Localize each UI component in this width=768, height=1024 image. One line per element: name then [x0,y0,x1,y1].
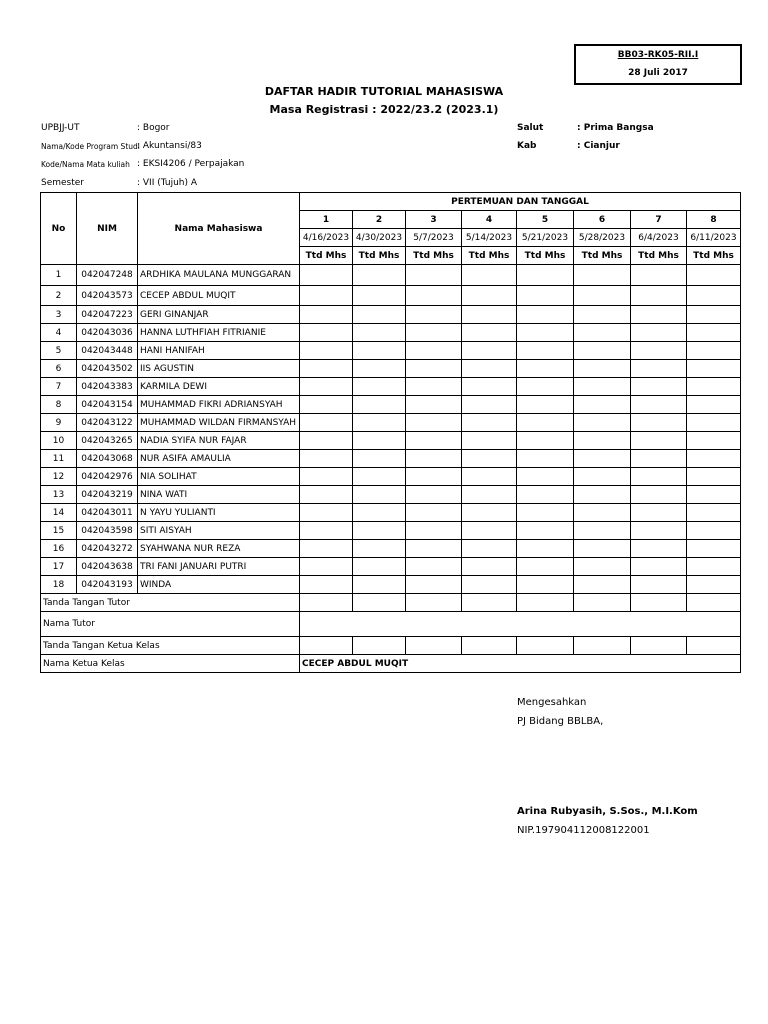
signature-cell[interactable] [517,576,574,594]
signature-cell[interactable] [631,468,687,486]
meetings-header: PERTEMUAN DAN TANGGAL [300,193,741,211]
signature-cell[interactable] [353,342,406,360]
semester-value: : VII (Tujuh) A [137,178,198,188]
student-no: 12 [41,468,77,486]
signature-cell[interactable] [300,558,353,576]
student-nim: 042042976 [77,468,138,486]
student-nim: 042043598 [77,522,138,540]
leader-name-value: CECEP ABDUL MUQIT [300,655,741,673]
signature-cell[interactable] [462,540,517,558]
signature-cell[interactable] [353,468,406,486]
signature-cell[interactable] [631,396,687,414]
signature-cell[interactable] [687,360,741,378]
signature-cell[interactable] [631,558,687,576]
signature-cell[interactable] [353,486,406,504]
signature-cell[interactable] [631,360,687,378]
signature-cell[interactable] [574,324,631,342]
signature-cell[interactable] [574,306,631,324]
student-no: 18 [41,576,77,594]
signature-cell[interactable] [300,450,353,468]
table-row [41,504,741,522]
signature-cell[interactable] [300,360,353,378]
signature-cell[interactable] [574,342,631,360]
signature-cell[interactable] [462,324,517,342]
course-value: : EKSI4206 / Perpajakan [137,159,245,169]
meeting-number: 4 [462,211,517,229]
signature-cell[interactable] [353,265,406,286]
signature-cell[interactable] [462,414,517,432]
upbjj-label: UPBJJ-UT [41,123,80,133]
signature-cell[interactable] [574,286,631,306]
signature-cell[interactable] [406,576,462,594]
program-value: : Akuntansi/83 [137,141,202,151]
leader-sign-row [41,637,741,655]
signature-cell[interactable] [300,486,353,504]
document-code: BB03-RK05-RII.I [617,50,699,60]
signature-cell[interactable] [406,486,462,504]
signature-cell[interactable] [574,265,631,286]
student-nim: 042043573 [77,286,138,306]
signature-cell[interactable] [353,396,406,414]
meeting-number: 7 [631,211,687,229]
signature-cell[interactable] [574,432,631,450]
signature-cell[interactable] [631,450,687,468]
student-name: WINDA [138,576,300,594]
signature-cell[interactable] [574,504,631,522]
student-name: NADIA SYIFA NUR FAJAR [138,432,300,450]
meeting-date: 5/28/2023 [574,229,631,247]
signature-cell[interactable] [353,306,406,324]
student-no: 9 [41,414,77,432]
semester-label: Semester [41,178,85,188]
student-no: 8 [41,396,77,414]
student-nim: 042047223 [77,306,138,324]
table-row [41,486,741,504]
approver-nip: NIP.197904112008122001 [517,825,650,836]
signature-cell[interactable] [631,576,687,594]
signature-cell[interactable] [300,576,353,594]
signature-cell[interactable] [300,265,353,286]
signature-cell[interactable] [687,378,741,396]
student-name: SITI AISYAH [138,522,300,540]
student-nim: 042043011 [77,504,138,522]
signature-cell[interactable] [687,265,741,286]
tutor-name-row [41,612,741,637]
table-row [41,522,741,540]
meeting-number: 8 [687,211,741,229]
signature-cell[interactable] [574,360,631,378]
student-name: IIS AGUSTIN [138,360,300,378]
student-nim: 042043448 [77,342,138,360]
signature-cell[interactable] [687,540,741,558]
signature-cell[interactable] [300,342,353,360]
signature-cell[interactable] [631,637,687,655]
table-row [41,265,741,286]
student-no: 17 [41,558,77,576]
signature-cell[interactable] [517,504,574,522]
table-row [41,576,741,594]
student-nim: 042043383 [77,378,138,396]
signature-cell[interactable] [406,286,462,306]
signature-cell[interactable] [687,342,741,360]
signature-cell[interactable] [687,286,741,306]
signature-cell[interactable] [462,576,517,594]
signature-cell[interactable] [574,594,631,612]
signature-cell[interactable] [300,468,353,486]
signature-cell[interactable] [687,306,741,324]
signature-cell[interactable] [574,540,631,558]
table-row [41,324,741,342]
signature-cell[interactable] [462,265,517,286]
leader-sign-label: Tanda Tangan Ketua Kelas [41,637,300,655]
signature-cell[interactable] [353,540,406,558]
signature-cell[interactable] [300,522,353,540]
signature-cell[interactable] [300,540,353,558]
kab-value: : Cianjur [577,141,620,151]
signature-cell[interactable] [462,637,517,655]
meeting-number: 3 [406,211,462,229]
signature-cell[interactable] [462,558,517,576]
signature-cell[interactable] [687,637,741,655]
student-no: 1 [41,265,77,286]
signature-cell[interactable] [353,414,406,432]
table-row [41,360,741,378]
student-nim: 042043219 [77,486,138,504]
signature-cell[interactable] [517,637,574,655]
student-nim: 042043036 [77,324,138,342]
signature-cell[interactable] [687,558,741,576]
signature-cell[interactable] [353,360,406,378]
sign-label: Ttd Mhs [687,247,741,265]
signature-cell[interactable] [353,558,406,576]
signature-cell[interactable] [631,504,687,522]
approver-name: Arina Rubyasih, S.Sos., M.I.Kom [517,806,698,817]
meeting-date: 5/7/2023 [406,229,462,247]
student-name: N YAYU YULIANTI [138,504,300,522]
signature-cell[interactable] [406,342,462,360]
table-row [41,432,741,450]
signature-cell[interactable] [406,468,462,486]
sign-label: Ttd Mhs [574,247,631,265]
signature-cell[interactable] [574,576,631,594]
meeting-date: 5/21/2023 [517,229,574,247]
signature-cell[interactable] [631,265,687,286]
table-row [41,540,741,558]
signature-cell[interactable] [574,558,631,576]
meeting-date: 4/30/2023 [353,229,406,247]
student-no: 14 [41,504,77,522]
signature-cell[interactable] [353,504,406,522]
student-no: 3 [41,306,77,324]
table-row [41,468,741,486]
student-no: 2 [41,286,77,306]
meeting-date: 4/16/2023 [300,229,353,247]
table-row [41,558,741,576]
signature-cell[interactable] [574,637,631,655]
signature-cell[interactable] [631,306,687,324]
signature-cell[interactable] [353,522,406,540]
sign-label: Ttd Mhs [406,247,462,265]
document-code-box [574,44,742,85]
signature-cell[interactable] [517,450,574,468]
table-row [41,306,741,324]
signature-cell[interactable] [687,504,741,522]
student-name: NINA WATI [138,486,300,504]
student-no: 10 [41,432,77,450]
signature-cell[interactable] [353,594,406,612]
signature-cell[interactable] [517,342,574,360]
signature-cell[interactable] [631,342,687,360]
signature-cell[interactable] [406,504,462,522]
sign-label: Ttd Mhs [517,247,574,265]
signature-cell[interactable] [631,540,687,558]
signature-cell[interactable] [406,378,462,396]
signature-cell[interactable] [462,522,517,540]
tutor-name-label: Nama Tutor [41,612,300,637]
meeting-number: 2 [353,211,406,229]
student-name: ARDHIKA MAULANA MUNGGARAN [138,265,300,286]
signature-cell[interactable] [406,558,462,576]
signature-cell[interactable] [574,468,631,486]
signature-cell[interactable] [462,306,517,324]
signature-cell[interactable] [517,306,574,324]
student-name: KARMILA DEWI [138,378,300,396]
student-nim: 042043122 [77,414,138,432]
signature-cell[interactable] [631,522,687,540]
signature-cell[interactable] [462,450,517,468]
table-row [41,286,741,306]
student-name: HANI HANIFAH [138,342,300,360]
name-header: Nama Mahasiswa [138,193,300,265]
sign-label: Ttd Mhs [462,247,517,265]
student-name: GERI GINANJAR [138,306,300,324]
student-nim: 042043068 [77,450,138,468]
signature-cell[interactable] [574,450,631,468]
meeting-date: 6/11/2023 [687,229,741,247]
signature-cell[interactable] [353,432,406,450]
table-row [41,414,741,432]
signature-cell[interactable] [300,324,353,342]
signature-cell[interactable] [574,414,631,432]
signature-cell[interactable] [687,576,741,594]
signature-cell[interactable] [406,324,462,342]
signature-cell[interactable] [300,594,353,612]
signature-cell[interactable] [300,414,353,432]
meeting-date: 5/14/2023 [462,229,517,247]
signature-cell[interactable] [300,378,353,396]
signature-cell[interactable] [353,637,406,655]
table-row [41,396,741,414]
signature-cell[interactable] [574,396,631,414]
student-name: SYAHWANA NUR REZA [138,540,300,558]
signature-cell[interactable] [687,324,741,342]
signature-cell[interactable] [517,265,574,286]
signature-cell[interactable] [517,324,574,342]
tutor-sign-label: Tanda Tangan Tutor [41,594,300,612]
signature-cell[interactable] [517,378,574,396]
student-name: MUHAMMAD FIKRI ADRIANSYAH [138,396,300,414]
signature-cell[interactable] [462,378,517,396]
signature-cell[interactable] [406,594,462,612]
signature-cell[interactable] [631,324,687,342]
student-name: HANNA LUTHFIAH FITRIANIE [138,324,300,342]
signature-cell[interactable] [462,342,517,360]
sign-label: Ttd Mhs [300,247,353,265]
tutor-sign-row [41,594,741,612]
signature-cell[interactable] [517,432,574,450]
signature-cell[interactable] [687,432,741,450]
signature-cell[interactable] [300,286,353,306]
table-row [41,378,741,396]
student-nim: 042043502 [77,360,138,378]
leader-name-label: Nama Ketua Kelas [41,655,300,673]
document-date: 28 Juli 2017 [628,68,688,78]
nim-header: NIM [77,193,138,265]
signature-cell[interactable] [517,594,574,612]
signature-cell[interactable] [406,306,462,324]
student-no: 15 [41,522,77,540]
student-nim: 042043154 [77,396,138,414]
signature-cell[interactable] [631,432,687,450]
signature-cell[interactable] [574,522,631,540]
signature-cell[interactable] [517,558,574,576]
signature-cell[interactable] [631,414,687,432]
student-name: MUHAMMAD WILDAN FIRMANSYAH [138,414,300,432]
signature-cell[interactable] [631,378,687,396]
student-nim: 042047248 [77,265,138,286]
student-nim: 042043193 [77,576,138,594]
tutor-name-value[interactable] [300,612,741,637]
meeting-number: 5 [517,211,574,229]
signature-cell[interactable] [517,540,574,558]
signature-cell[interactable] [300,396,353,414]
page-subtitle: Masa Registrasi : 2022/23.2 (2023.1) [269,103,499,116]
signature-cell[interactable] [574,378,631,396]
signature-cell[interactable] [517,360,574,378]
signature-cell[interactable] [406,414,462,432]
signature-cell[interactable] [406,396,462,414]
kab-label: Kab [517,141,537,151]
signature-cell[interactable] [300,637,353,655]
signature-cell[interactable] [687,468,741,486]
attendance-table [40,192,741,673]
student-nim: 042043638 [77,558,138,576]
signature-cell[interactable] [687,414,741,432]
signature-cell[interactable] [353,324,406,342]
page-title: DAFTAR HADIR TUTORIAL MAHASISWA [264,85,504,98]
signature-cell[interactable] [687,594,741,612]
signature-cell[interactable] [462,286,517,306]
signature-cell[interactable] [406,522,462,540]
salut-label: Salut [517,123,544,133]
signature-cell[interactable] [353,576,406,594]
program-label: Nama/Kode Program Studi [41,142,140,151]
signature-cell[interactable] [687,522,741,540]
signature-cell[interactable] [406,265,462,286]
meeting-number: 1 [300,211,353,229]
signature-cell[interactable] [517,396,574,414]
signature-cell[interactable] [517,468,574,486]
signature-cell[interactable] [406,450,462,468]
signature-cell[interactable] [517,522,574,540]
signature-cell[interactable] [406,540,462,558]
signature-cell[interactable] [517,414,574,432]
student-no: 16 [41,540,77,558]
signature-cell[interactable] [462,396,517,414]
salut-value: : Prima Bangsa [577,123,654,133]
meeting-date: 6/4/2023 [631,229,687,247]
approval-line2: PJ Bidang BBLBA, [517,716,604,727]
signature-cell[interactable] [300,432,353,450]
upbjj-value: : Bogor [137,123,170,133]
signature-cell[interactable] [517,486,574,504]
course-label: Kode/Nama Mata kuliah [41,160,130,169]
signature-cell[interactable] [353,450,406,468]
student-name: NIA SOLIHAT [138,468,300,486]
signature-cell[interactable] [462,360,517,378]
student-no: 5 [41,342,77,360]
student-no: 13 [41,486,77,504]
student-name: TRI FANI JANUARI PUTRI [138,558,300,576]
table-row [41,342,741,360]
signature-cell[interactable] [406,432,462,450]
sign-label: Ttd Mhs [631,247,687,265]
signature-cell[interactable] [517,286,574,306]
signature-cell[interactable] [631,486,687,504]
signature-cell[interactable] [353,378,406,396]
student-nim: 042043265 [77,432,138,450]
signature-cell[interactable] [687,396,741,414]
signature-cell[interactable] [300,504,353,522]
student-name: CECEP ABDUL MUQIT [138,286,300,306]
signature-cell[interactable] [406,637,462,655]
meeting-number: 6 [574,211,631,229]
leader-name-row [41,655,741,673]
signature-cell[interactable] [406,360,462,378]
approval-line1: Mengesahkan [517,697,587,708]
table-row [41,450,741,468]
signature-cell[interactable] [462,504,517,522]
student-no: 11 [41,450,77,468]
student-nim: 042043272 [77,540,138,558]
signature-cell[interactable] [687,486,741,504]
student-name: NUR ASIFA AMAULIA [138,450,300,468]
signature-cell[interactable] [300,306,353,324]
student-no: 7 [41,378,77,396]
student-no: 6 [41,360,77,378]
signature-cell[interactable] [631,594,687,612]
signature-cell[interactable] [353,286,406,306]
sign-label: Ttd Mhs [353,247,406,265]
no-header: No [41,193,77,265]
signature-cell[interactable] [687,450,741,468]
signature-cell[interactable] [574,486,631,504]
student-no: 4 [41,324,77,342]
signature-cell[interactable] [462,468,517,486]
signature-cell[interactable] [462,486,517,504]
signature-cell[interactable] [631,286,687,306]
signature-cell[interactable] [462,432,517,450]
signature-cell[interactable] [462,594,517,612]
